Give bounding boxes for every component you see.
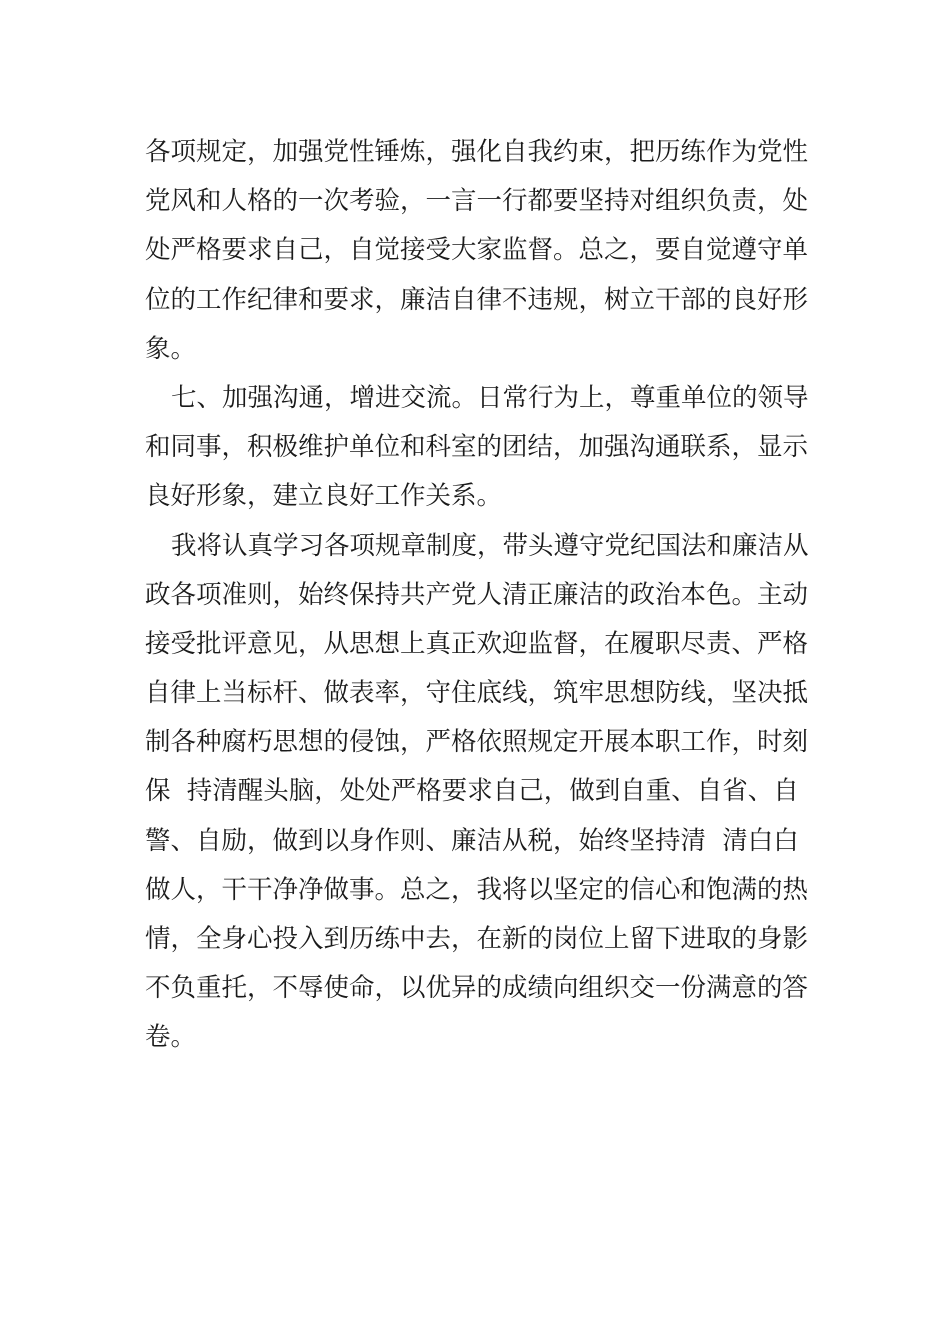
text-line: 七、加强沟通，增进交流。日常行为上，尊重单位的领导 xyxy=(171,382,809,413)
text-line: 位的工作纪律和要求，廉洁自律不违规，树立干部的良好形 xyxy=(145,284,809,315)
text-line: 政各项准则，始终保持共产党人清正廉洁的政治本色。主动 xyxy=(145,579,809,610)
text-line: 接受批评意见，从思想上真正欢迎监督，在履职尽责、严格 xyxy=(145,628,809,659)
text-line: 象。 xyxy=(145,333,197,364)
text-line: 不负重托，不辱使命，以优异的成绩向组织交一份满意的答 xyxy=(145,973,809,1004)
text-line: 制各种腐朽思想的侵蚀，严格依照规定开展本职工作，时刻 xyxy=(145,727,809,758)
text-line: 做人，干干净净做事。总之，我将以坚定的信心和饱满的热 xyxy=(145,874,809,905)
paragraph-1 xyxy=(145,128,815,374)
document-page xyxy=(145,128,815,1063)
text-line: 保 持清醒头脑，处处严格要求自己，做到自重、自省、自 xyxy=(145,776,799,807)
text-line: 警、自励，做到以身作则、廉洁从税，始终坚持清 清白白 xyxy=(145,825,799,856)
text-line: 处严格要求自己，自觉接受大家监督。总之，要自觉遵守单 xyxy=(145,235,809,266)
text-line: 我将认真学习各项规章制度，带头遵守党纪国法和廉洁从 xyxy=(171,530,809,561)
text-line: 各项规定，加强党性锤炼，强化自我约束，把历练作为党性 xyxy=(145,137,809,167)
text-line: 情，全身心投入到历练中去，在新的岗位上留下进取的身影 xyxy=(145,924,809,954)
paragraph-2 xyxy=(145,374,815,522)
text-line: 良好形象，建立良好工作关系。 xyxy=(145,481,503,512)
paragraph-3 xyxy=(145,522,815,1063)
text-line: 自律上当标杆、做表率，守住底线，筑牢思想防线，坚决抵 xyxy=(145,678,809,709)
text-line: 党风和人格的一次考验，一言一行都要坚持对组织负责，处 xyxy=(145,186,809,217)
text-line: 卷。 xyxy=(145,1022,197,1053)
text-line: 和同事，积极维护单位和科室的团结，加强沟通联系，显示 xyxy=(145,432,809,463)
